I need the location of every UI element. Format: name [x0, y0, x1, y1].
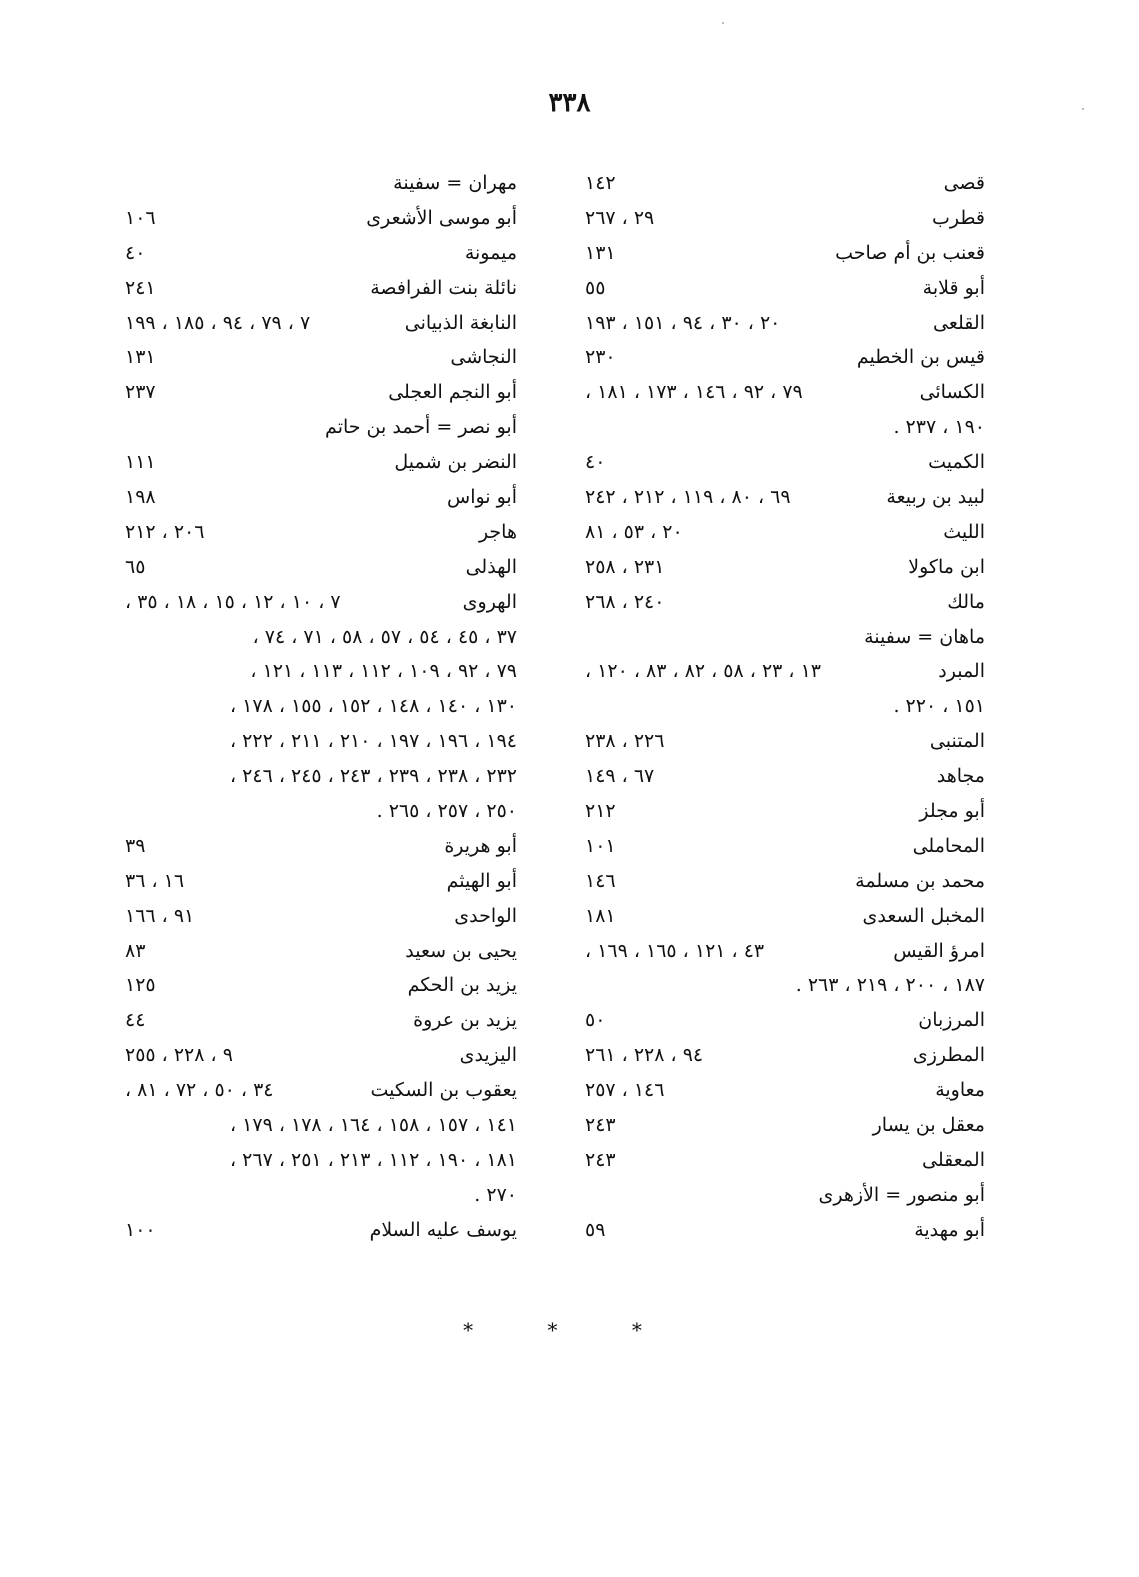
- entry-pages: ١٣٠ ، ١٤٠ ، ١٤٨ ، ١٥٢ ، ١٥٥ ، ١٧٨ ،: [229, 695, 517, 718]
- index-entry: [125, 445, 517, 480]
- entry-pages: ١٩٠ ، ٢٣٧ .: [893, 416, 985, 439]
- entry-pages: ٢٣٠: [585, 346, 616, 369]
- entry-pages: ٣٩: [125, 834, 146, 857]
- entry-pages: ٢٠ ، ٣٠ ، ٩٤ ، ١٥١ ، ١٩٣: [585, 311, 781, 334]
- entry-name: قصى: [943, 172, 985, 194]
- entry-name: القلعى: [933, 311, 985, 334]
- entry-pages: ١٠٦: [125, 206, 156, 229]
- entry-name: ابن ماكولا: [908, 555, 985, 578]
- index-entry: [585, 480, 985, 515]
- entry-pages: ١٩٨: [125, 486, 156, 509]
- entry-name: محمد بن مسلمة: [855, 869, 985, 892]
- index-entry: [585, 899, 985, 934]
- entry-pages: ٢٧٠ .: [474, 1183, 517, 1206]
- index-entry: [585, 1038, 985, 1073]
- entry-pages: ٩٤ ، ٢٢٨ ، ٢٦١: [585, 1044, 704, 1067]
- entry-pages: ١٤١ ، ١٥٧ ، ١٥٨ ، ١٦٤ ، ١٧٨ ، ١٧٩ ،: [229, 1114, 517, 1137]
- entry-pages: ٣٤ ، ٥٠ ، ٧٢ ، ٨١ ،: [125, 1079, 274, 1102]
- index-entry: [125, 201, 517, 236]
- entry-name: قعنب بن أم صاحب: [835, 241, 985, 264]
- entry-name: أبو نواس: [447, 486, 517, 509]
- index-entry: [585, 445, 985, 480]
- entry-pages: ٢١٢: [585, 800, 616, 823]
- index-entry: [125, 1073, 517, 1108]
- entry-pages: ٩ ، ٢٢٨ ، ٢٥٥: [125, 1044, 233, 1067]
- entry-name: أبو هريرة: [444, 834, 517, 857]
- entry-pages: ١٩٤ ، ١٩٦ ، ١٩٧ ، ٢١٠ ، ٢١١ ، ٢٢٢ ،: [229, 730, 517, 753]
- entry-name: المبرد: [938, 660, 985, 683]
- index-entry-continuation: [585, 689, 985, 724]
- index-entry: [125, 829, 517, 864]
- index-entry: [125, 899, 517, 934]
- entry-pages: ١٣١: [585, 241, 616, 264]
- index-entry-continuation: [125, 654, 517, 689]
- scan-speck: [1082, 108, 1084, 110]
- entry-name: ميمونة: [464, 241, 517, 264]
- entry-pages: ٧٩ ، ٩٢ ، ١٠٩ ، ١١٢ ، ١١٣ ، ١٢١ ،: [250, 660, 517, 683]
- entry-name: نائلة بنت الفرافصة: [370, 276, 517, 299]
- index-entry: [125, 864, 517, 899]
- index-entry-continuation: [125, 724, 517, 759]
- entry-name: النضر بن شميل: [394, 451, 517, 474]
- entry-name: الواحدى: [454, 904, 517, 927]
- entry-name: قطرب: [931, 206, 985, 229]
- entry-pages: ٦٩ ، ٨٠ ، ١١٩ ، ٢١٢ ، ٢٤٢: [585, 486, 791, 509]
- entry-name: امرؤ القيس: [893, 939, 985, 962]
- entry-pages: ٦٧ ، ١٤٩: [585, 765, 655, 788]
- entry-pages: ٧ ، ٧٩ ، ٩٤ ، ١٨٥ ، ١٩٩: [125, 311, 311, 334]
- entry-name: الهذلى: [465, 555, 517, 578]
- entry-pages: ٢٣٧: [125, 381, 156, 404]
- index-entry-continuation: [125, 1143, 517, 1178]
- index-entry: [585, 585, 985, 620]
- index-entry: [585, 934, 985, 969]
- index-entry: [585, 794, 985, 829]
- entry-pages: ٢٠٦ ، ٢١٢: [125, 520, 205, 543]
- index-entry-continuation: [125, 759, 517, 794]
- entry-name: يعقوب بن السكيت: [370, 1079, 517, 1102]
- entry-name: يحيى بن سعيد: [405, 939, 517, 962]
- index-entry: [585, 515, 985, 550]
- index-entry-continuation: [125, 1108, 517, 1143]
- entry-name: المتنبى: [929, 730, 985, 753]
- entry-name: المرزبان: [918, 1009, 985, 1032]
- index-entry: [585, 201, 985, 236]
- entry-name: قيس بن الخطيم: [856, 346, 985, 369]
- entry-name: أبو النجم العجلى: [388, 381, 517, 404]
- index-entry: [125, 271, 517, 306]
- entry-pages: ٥٠: [585, 1009, 606, 1032]
- entry-pages: ٨٣: [125, 939, 146, 962]
- index-entry: [125, 934, 517, 969]
- entry-name: الهروى: [462, 590, 517, 613]
- index-entry: [125, 550, 517, 585]
- index-entry-continuation: [585, 968, 985, 1003]
- index-entry: [585, 375, 985, 410]
- entry-name: النجاشى: [450, 346, 517, 369]
- entry-name: الكميت: [928, 451, 985, 474]
- entry-pages: ١٦ ، ٣٦: [125, 869, 185, 892]
- entry-pages: ١٣١: [125, 346, 156, 369]
- index-column-left: [125, 166, 517, 1248]
- entry-pages: ٢٥٠ ، ٢٥٧ ، ٢٦٥ .: [376, 800, 517, 823]
- index-entry: [125, 236, 517, 271]
- entry-pages: ٤٠: [125, 241, 146, 264]
- index-entry: [125, 340, 517, 375]
- entry-name: معاوية: [935, 1079, 985, 1102]
- entry-name: هاجر: [478, 520, 517, 543]
- index-entry: [585, 1108, 985, 1143]
- entry-pages: ٢٠ ، ٥٣ ، ٨١: [585, 520, 683, 543]
- index-entry: [585, 620, 985, 655]
- entry-pages: ٥٥: [585, 276, 606, 299]
- index-entry: [125, 306, 517, 341]
- entry-name: الليث: [943, 520, 985, 543]
- entry-name: مالك: [947, 590, 985, 613]
- entry-name: أبو موسى الأشعرى: [366, 206, 517, 229]
- entry-name: مجاهد: [936, 765, 985, 788]
- index-entry: [585, 236, 985, 271]
- entry-name: معقل بن يسار: [872, 1114, 985, 1137]
- entry-pages: ١٤٦: [585, 869, 616, 892]
- entry-pages: ١١١: [125, 451, 156, 474]
- entry-pages: ٩١ ، ١٦٦: [125, 904, 195, 927]
- entry-name: مهران = سفينة: [393, 172, 517, 194]
- index-entry-continuation: [585, 410, 985, 445]
- entry-name: المخبل السعدى: [862, 904, 985, 927]
- index-entry: [585, 550, 985, 585]
- page-number: ٣٣٨: [548, 88, 591, 118]
- entry-name: يزيد بن عروة: [413, 1009, 517, 1032]
- index-entry-continuation: [125, 689, 517, 724]
- entry-name: أبو مجلز: [919, 800, 985, 823]
- index-entry: [585, 340, 985, 375]
- entry-name: اليزيدى: [459, 1044, 517, 1067]
- entry-pages: ٢٣٢ ، ٢٣٨ ، ٢٣٩ ، ٢٤٣ ، ٢٤٥ ، ٢٤٦ ،: [229, 765, 517, 788]
- index-entry: [585, 829, 985, 864]
- entry-name: المعقلى: [922, 1148, 985, 1171]
- entry-pages: ١٣ ، ٢٣ ، ٥٨ ، ٨٢ ، ٨٣ ، ١٢٠ ،: [585, 660, 821, 683]
- entry-pages: ٢٤٠ ، ٢٦٨: [585, 590, 665, 613]
- index-entry: [585, 864, 985, 899]
- entry-name: يزيد بن الحكم: [407, 974, 517, 997]
- index-entry: [125, 480, 517, 515]
- index-entry: [585, 1143, 985, 1178]
- entry-pages: ٤٣ ، ١٢١ ، ١٦٥ ، ١٦٩ ،: [585, 939, 765, 962]
- entry-pages: ٤٤: [125, 1009, 146, 1032]
- entry-pages: ٢٤١: [125, 276, 156, 299]
- entry-pages: ٢٤٣: [585, 1114, 616, 1137]
- index-entry: [125, 1038, 517, 1073]
- entry-pages: ٢٢٦ ، ٢٣٨: [585, 730, 665, 753]
- entry-name: المحاملى: [912, 834, 985, 857]
- entry-pages: ٢٤٣: [585, 1148, 616, 1171]
- entry-pages: ٧ ، ١٠ ، ١٢ ، ١٥ ، ١٨ ، ٣٥ ،: [125, 590, 341, 613]
- index-entry: [125, 585, 517, 620]
- index-entry: [125, 166, 517, 201]
- entry-name: لبيد بن ربيعة: [886, 486, 985, 509]
- entry-name: النابغة الذبيانى: [404, 311, 517, 334]
- index-entry: [585, 759, 985, 794]
- index-entry-continuation: [125, 620, 517, 655]
- index-entry-continuation: [125, 1178, 517, 1213]
- index-entry: [125, 968, 517, 1003]
- index-entry: [585, 654, 985, 689]
- entry-pages: ١٢٥: [125, 974, 156, 997]
- entry-pages: ٥٩: [585, 1218, 606, 1241]
- index-entry: [585, 306, 985, 341]
- entry-pages: ١٠١: [585, 834, 616, 857]
- section-separator: * * *: [463, 1318, 676, 1342]
- entry-name: المطرزى: [912, 1044, 985, 1067]
- entry-pages: ١٤٢: [585, 172, 616, 194]
- entry-name: الكسائى: [919, 381, 985, 404]
- entry-pages: ٧٩ ، ٩٢ ، ١٤٦ ، ١٧٣ ، ١٨١ ،: [585, 381, 803, 404]
- entry-pages: ١٥١ ، ٢٢٠ .: [893, 695, 985, 718]
- index-entry: [125, 1213, 517, 1248]
- entry-pages: ٤٠: [585, 451, 606, 474]
- entry-pages: ١٨٧ ، ٢٠٠ ، ٢١٩ ، ٢٦٣ .: [795, 974, 985, 997]
- scan-speck: [722, 22, 724, 24]
- index-entry: [585, 166, 985, 201]
- entry-pages: ١٠٠: [125, 1218, 156, 1241]
- index-entry: [585, 1213, 985, 1248]
- index-entry: [585, 724, 985, 759]
- entry-pages: ١٨١ ، ١٩٠ ، ١١٢ ، ٢١٣ ، ٢٥١ ، ٢٦٧ ،: [229, 1148, 517, 1171]
- index-entry: [125, 515, 517, 550]
- index-entry: [585, 1178, 985, 1213]
- index-entry: [125, 410, 517, 445]
- entry-name: أبو منصور = الأزهرى: [818, 1183, 985, 1206]
- entry-pages: ٢٩ ، ٢٦٧: [585, 206, 655, 229]
- index-entry: [585, 1003, 985, 1038]
- entry-pages: ٣٧ ، ٤٥ ، ٥٤ ، ٥٧ ، ٥٨ ، ٧١ ، ٧٤ ،: [252, 625, 517, 648]
- entry-pages: ١٨١: [585, 904, 616, 927]
- index-entry: [585, 1073, 985, 1108]
- entry-name: أبو نصر = أحمد بن حاتم: [325, 416, 517, 439]
- index-column-right: [585, 166, 985, 1248]
- index-entry: [585, 271, 985, 306]
- entry-name: أبو قلابة: [922, 276, 985, 299]
- entry-name: أبو مهدية: [914, 1218, 985, 1241]
- index-entry: [125, 375, 517, 410]
- entry-pages: ١٤٦ ، ٢٥٧: [585, 1079, 665, 1102]
- entry-name: أبو الهيثم: [446, 869, 517, 892]
- entry-name: ماهان = سفينة: [864, 625, 985, 648]
- entry-name: يوسف عليه السلام: [369, 1218, 517, 1241]
- entry-pages: ٢٣١ ، ٢٥٨: [585, 555, 665, 578]
- index-entry-continuation: [125, 794, 517, 829]
- index-entry: [125, 1003, 517, 1038]
- entry-pages: ٦٥: [125, 555, 146, 578]
